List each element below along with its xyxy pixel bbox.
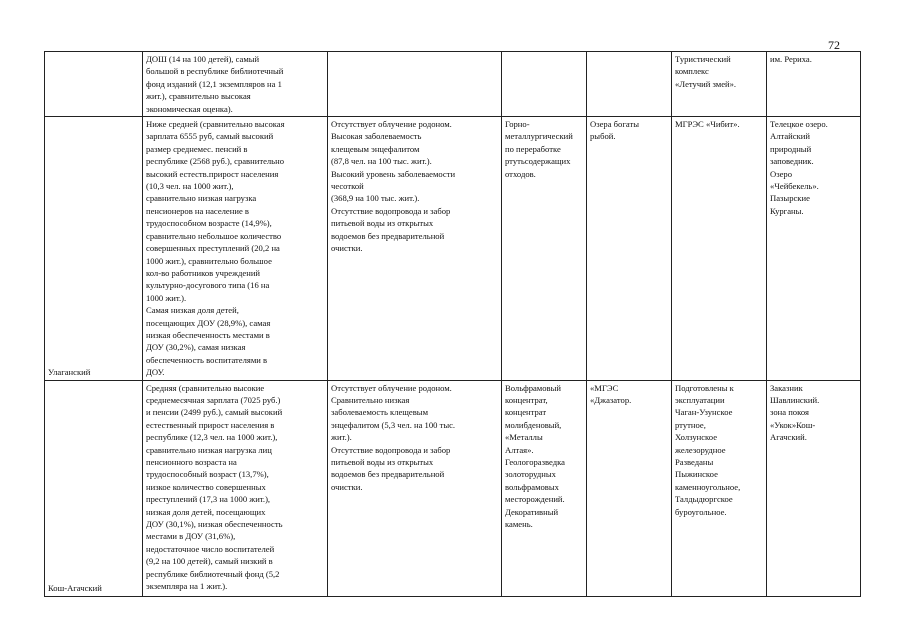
cell-text-line: каменноугольное, [675, 481, 741, 492]
cell-text-line: естественный прирост населения в [146, 419, 275, 430]
cell-text-line: посещающих ДОУ (28,9%), самая [146, 317, 271, 328]
cell-text-line: большой в республике библиотечный [146, 66, 284, 77]
projects-cell [672, 380, 767, 596]
social-assessment-cell [143, 52, 328, 117]
cell-text-line: Отсутствует облучение родоном. [331, 119, 452, 130]
cell-text-line: Пазырские [770, 193, 810, 204]
cell-text-line: отходов. [505, 168, 536, 179]
cell-text-line: экономическая оценка). [146, 103, 233, 114]
cell-text-line: высокий естеств.прирост населения [146, 168, 279, 179]
cell-text-line: зона покоя [770, 407, 809, 418]
cell-text-line: Отсутствие водопровода и забор [331, 444, 451, 455]
cell-text-line: жит.). [331, 432, 352, 443]
cell-text-line: Отсутствует облучение родоном. [331, 382, 452, 393]
protected-areas-cell [767, 380, 861, 596]
cell-text-line: молибденовый, [505, 419, 562, 430]
cell-text-line: ДОШ (14 на 100 детей), самый [146, 54, 260, 64]
social-assessment-cell [143, 380, 328, 596]
cell-text-line: Телецкое озеро. [770, 119, 828, 130]
cell-text-line: республике библиотечный фонд (5,2 [146, 568, 280, 579]
cell-text-line: Талдыдюргское [675, 494, 733, 505]
natural-resources-cell [587, 52, 672, 117]
cell-text-line: ДОУ (30,2%), самая низкая [146, 342, 246, 353]
cell-text-line: 1000 жит.). [146, 292, 187, 303]
cell-text-line: Пыжинское [675, 469, 718, 480]
cell-text-line: размер среднемес. пенсий в [146, 143, 248, 154]
cell-text-line: «МГЭС [590, 382, 619, 393]
industry-cell [502, 117, 587, 381]
cell-text-line: Курганы. [770, 205, 804, 216]
region-name-text: Улаганский [48, 367, 91, 378]
page-number: 72 [828, 38, 840, 52]
cell-text-line: питьевой воды из открытых [331, 218, 434, 229]
cell-text-line: «Джазатор. [590, 394, 632, 405]
cell-text-line: эксплуатации [675, 394, 725, 405]
region-name-cell [45, 380, 143, 596]
cell-text-line: и пенсии (2499 руб.), самый высокий [146, 407, 283, 418]
cell-text-line: Холзунское [675, 432, 718, 443]
cell-text-line: концентрат [505, 407, 547, 418]
cell-text-line: месторождений. [505, 494, 565, 505]
cell-text-line: Чаган-Узунское [675, 407, 733, 418]
cell-text-line: фонд изданий (12,1 экземпляров на 1 [146, 78, 282, 89]
cell-text-line: ртутное, [675, 419, 706, 430]
cell-text-line: Разведаны [675, 457, 714, 467]
cell-text-line: чесоткой [331, 181, 364, 192]
industry-cell [502, 52, 587, 117]
cell-text-line: 1000 жит.), сравнительно большое [146, 255, 272, 266]
cell-text-line: комплекс [675, 66, 709, 77]
cell-text-line: Вольфрамовый [505, 382, 561, 393]
cell-text-line: Шавлинский. [770, 394, 820, 405]
cell-text-line: трудоспособном возрасте (14,9%), [146, 218, 272, 229]
cell-text-line: водоемов без предварительной [331, 230, 445, 241]
region-name-cell [45, 52, 143, 117]
cell-text-line: питьевой воды из открытых [331, 457, 434, 467]
cell-text-line: ртутьсодержащих [505, 156, 571, 167]
cell-text-line: природный [770, 143, 812, 154]
cell-text-line: республике (12,3 чел. на 1000 жит.), [146, 432, 278, 443]
cell-text-line: заболеваемость клещевым [331, 407, 429, 418]
cell-text-line: Геологоразведка [505, 457, 565, 467]
cell-text-line: пенсионеров на население в [146, 205, 249, 216]
cell-text-line: железорудное [675, 444, 726, 455]
cell-text-line: камень. [505, 519, 533, 530]
cell-text-line: Алтайский [770, 131, 810, 142]
protected-areas-cell [767, 52, 861, 117]
cell-text-line: Озеро [770, 168, 793, 179]
cell-text-line: МГРЭС «Чибит». [675, 119, 740, 130]
cell-text-line: вольфрамовых [505, 481, 559, 492]
cell-text-line: Заказник [770, 382, 803, 393]
cell-text-line: очистки. [331, 243, 363, 254]
cell-text-line: недостаточное число воспитателей [146, 543, 275, 554]
natural-resources-cell [587, 380, 672, 596]
cell-text-line: клещевым энцефалитом [331, 143, 420, 154]
cell-text-line: Ниже средней (сравнительно высокая [146, 119, 285, 130]
region-assessment-table [44, 51, 861, 597]
cell-text-line: Средняя (сравнительно высокие [146, 382, 265, 393]
cell-text-line: ДОУ (30,1%), низкая обеспеченность [146, 519, 283, 530]
cell-text-line: среднемесячная зарплата (7025 руб.) [146, 394, 281, 405]
cell-text-line: кол-во работников учреждений [146, 267, 261, 278]
cell-text-line: Высокая заболеваемость [331, 131, 422, 142]
cell-text-line: Высокий уровень заболеваемости [331, 168, 456, 179]
cell-text-line: Алтая». [505, 444, 534, 455]
cell-text-line: трудоспособный возраст (13,7%), [146, 469, 269, 480]
cell-text-line: местами в ДОУ (31,6%), [146, 531, 236, 542]
cell-text-line: (87,8 чел. на 100 тыс. жит.). [331, 156, 432, 167]
cell-text-line: очистки. [331, 481, 363, 492]
cell-text-line: золоторудных [505, 469, 556, 480]
cell-text-line: сравнительно небольшое количество [146, 230, 282, 241]
ecology-cell [328, 52, 502, 117]
region-name-text: Кош-Агачский [48, 583, 102, 594]
cell-text-line: сравнительно низкая нагрузка лиц [146, 444, 272, 455]
cell-text-line: Декоративный [505, 506, 559, 517]
cell-text-line: Туристический [675, 54, 731, 64]
table-row [45, 117, 861, 381]
cell-text-line: заповедник. [770, 156, 814, 167]
cell-text-line: низкое количество совершенных [146, 481, 266, 492]
cell-text-line: концентрат, [505, 394, 548, 405]
projects-cell [672, 52, 767, 117]
ecology-cell [328, 117, 502, 381]
cell-text-line: совершенных преступлений (20,2 на [146, 243, 280, 254]
protected-areas-cell [767, 117, 861, 381]
natural-resources-cell [587, 117, 672, 381]
projects-cell [672, 117, 767, 381]
cell-text-line: пенсионного возраста на [146, 457, 237, 467]
table-row [45, 380, 861, 596]
cell-text-line: «Металлы [505, 432, 543, 443]
cell-text-line: (9,2 на 100 детей), самый низкий в [146, 556, 273, 567]
cell-text-line: им. Рериха. [770, 54, 812, 64]
cell-text-line: Агачский. [770, 432, 807, 443]
cell-text-line: сравнительно низкая нагрузка [146, 193, 257, 204]
social-assessment-cell [143, 117, 328, 381]
cell-text-line: жит.), сравнительно высокая [146, 91, 251, 102]
cell-text-line: экземпляра на 1 жит.). [146, 581, 228, 592]
cell-text-line: буроугольное. [675, 506, 727, 517]
cell-text-line: Отсутствие водопровода и забор [331, 205, 451, 216]
cell-text-line: «Укок»Кош- [770, 419, 816, 430]
cell-text-line: ДОУ. [146, 367, 165, 378]
cell-text-line: низкая обеспеченность местами в [146, 329, 270, 340]
cell-text-line: зарплата 6555 руб, самый высокий [146, 131, 274, 142]
cell-text-line: рыбой. [590, 131, 616, 142]
cell-text-line: Озера богаты [590, 119, 639, 130]
cell-text-line: Подготовлены к [675, 382, 734, 393]
cell-text-line: республике (2568 руб.), сравнительно [146, 156, 284, 167]
cell-text-line: металлургический [505, 131, 573, 142]
region-name-cell [45, 117, 143, 381]
table-row [45, 52, 861, 117]
cell-text-line: Самая низкая доля детей, [146, 305, 239, 316]
cell-text-line: культурно-досугового типа (16 на [146, 280, 270, 291]
cell-text-line: (368,9 на 100 тыс. жит.). [331, 193, 420, 204]
cell-text-line: водоемов без предварительной [331, 469, 445, 480]
cell-text-line: по переработке [505, 143, 561, 154]
industry-cell [502, 380, 587, 596]
ecology-cell [328, 380, 502, 596]
cell-text-line: «Чейбекель». [770, 181, 819, 192]
cell-text-line: Сравнительно низкая [331, 394, 410, 405]
cell-text-line: (10,3 чел. на 1000 жит.), [146, 181, 234, 192]
cell-text-line: Горно- [505, 119, 530, 130]
cell-text-line: низкая доля детей, посещающих [146, 506, 266, 517]
cell-text-line: преступлений (17,3 на 1000 жит.), [146, 494, 271, 505]
cell-text-line: энцефалитом (5,3 чел. на 100 тыс. [331, 419, 456, 430]
cell-text-line: обеспеченность воспитателями в [146, 354, 268, 365]
cell-text-line: «Летучий змей». [675, 78, 737, 89]
